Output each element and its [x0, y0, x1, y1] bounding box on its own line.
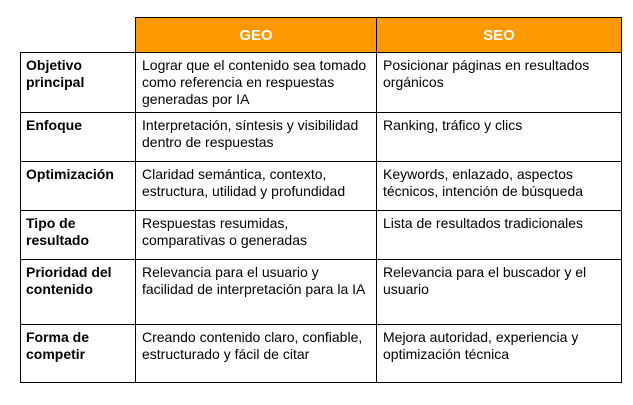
row-label: Forma de competir [26, 329, 90, 362]
column-header-geo: GEO [136, 18, 377, 53]
column-header-seo: SEO [377, 18, 622, 53]
seo-cell-text: Ranking, tráfico y clics [383, 117, 523, 133]
row-label-cell [21, 211, 136, 260]
table-row [21, 211, 622, 260]
seo-cell [377, 53, 622, 113]
geo-cell [136, 53, 377, 113]
geo-seo-comparison-table [20, 17, 622, 383]
row-label-cell [21, 325, 136, 383]
row-label-cell [21, 260, 136, 325]
geo-cell [136, 260, 377, 325]
geo-cell-text: Interpretación, síntesis y visibilidad dentro de respuestas [142, 117, 359, 150]
row-label-cell [21, 53, 136, 113]
seo-cell [377, 325, 622, 383]
seo-cell [377, 260, 622, 325]
seo-cell-text: Keywords, enlazado, aspectos técnicos, intención de búsqueda [383, 166, 584, 199]
geo-cell [136, 211, 377, 260]
row-label: Objetivo principal [26, 57, 85, 90]
table-corner-cell [21, 18, 136, 53]
seo-cell-text: Posicionar páginas en resultados orgánicos [383, 57, 590, 90]
geo-cell-text: Respuestas resumidas, comparativas o generadas [142, 215, 307, 248]
table-row [21, 113, 622, 162]
geo-cell-text: Lograr que el contenido sea tomado como referencia en respuestas generadas por IA [142, 57, 367, 107]
comparison-table-container [20, 17, 622, 383]
table-header-row [21, 18, 622, 53]
table-row [21, 260, 622, 325]
geo-cell [136, 162, 377, 211]
geo-cell-text: Creando contenido claro, confiable, estructurado y fácil de citar [142, 329, 363, 362]
table-row [21, 53, 622, 113]
table-row [21, 325, 622, 383]
geo-cell-text: Claridad semántica, contexto, estructura, utilidad y profundidad [142, 166, 346, 199]
seo-cell [377, 162, 622, 211]
row-label-cell [21, 162, 136, 211]
geo-cell [136, 113, 377, 162]
table-row [21, 162, 622, 211]
seo-cell-text: Relevancia para el buscador y el usuario [383, 264, 587, 297]
row-label: Tipo de resultado [26, 215, 90, 248]
row-label: Optimización [26, 166, 114, 182]
geo-cell-text: Relevancia para el usuario y facilidad de interpretación para la IA [142, 264, 366, 297]
seo-cell-text: Lista de resultados tradicionales [383, 215, 584, 231]
geo-cell [136, 325, 377, 383]
row-label: Prioridad del contenido [26, 264, 112, 297]
seo-cell-text: Mejora autoridad, experiencia y optimización técnica [383, 329, 579, 362]
seo-cell [377, 211, 622, 260]
row-label: Enfoque [26, 117, 82, 133]
row-label-cell [21, 113, 136, 162]
seo-cell [377, 113, 622, 162]
